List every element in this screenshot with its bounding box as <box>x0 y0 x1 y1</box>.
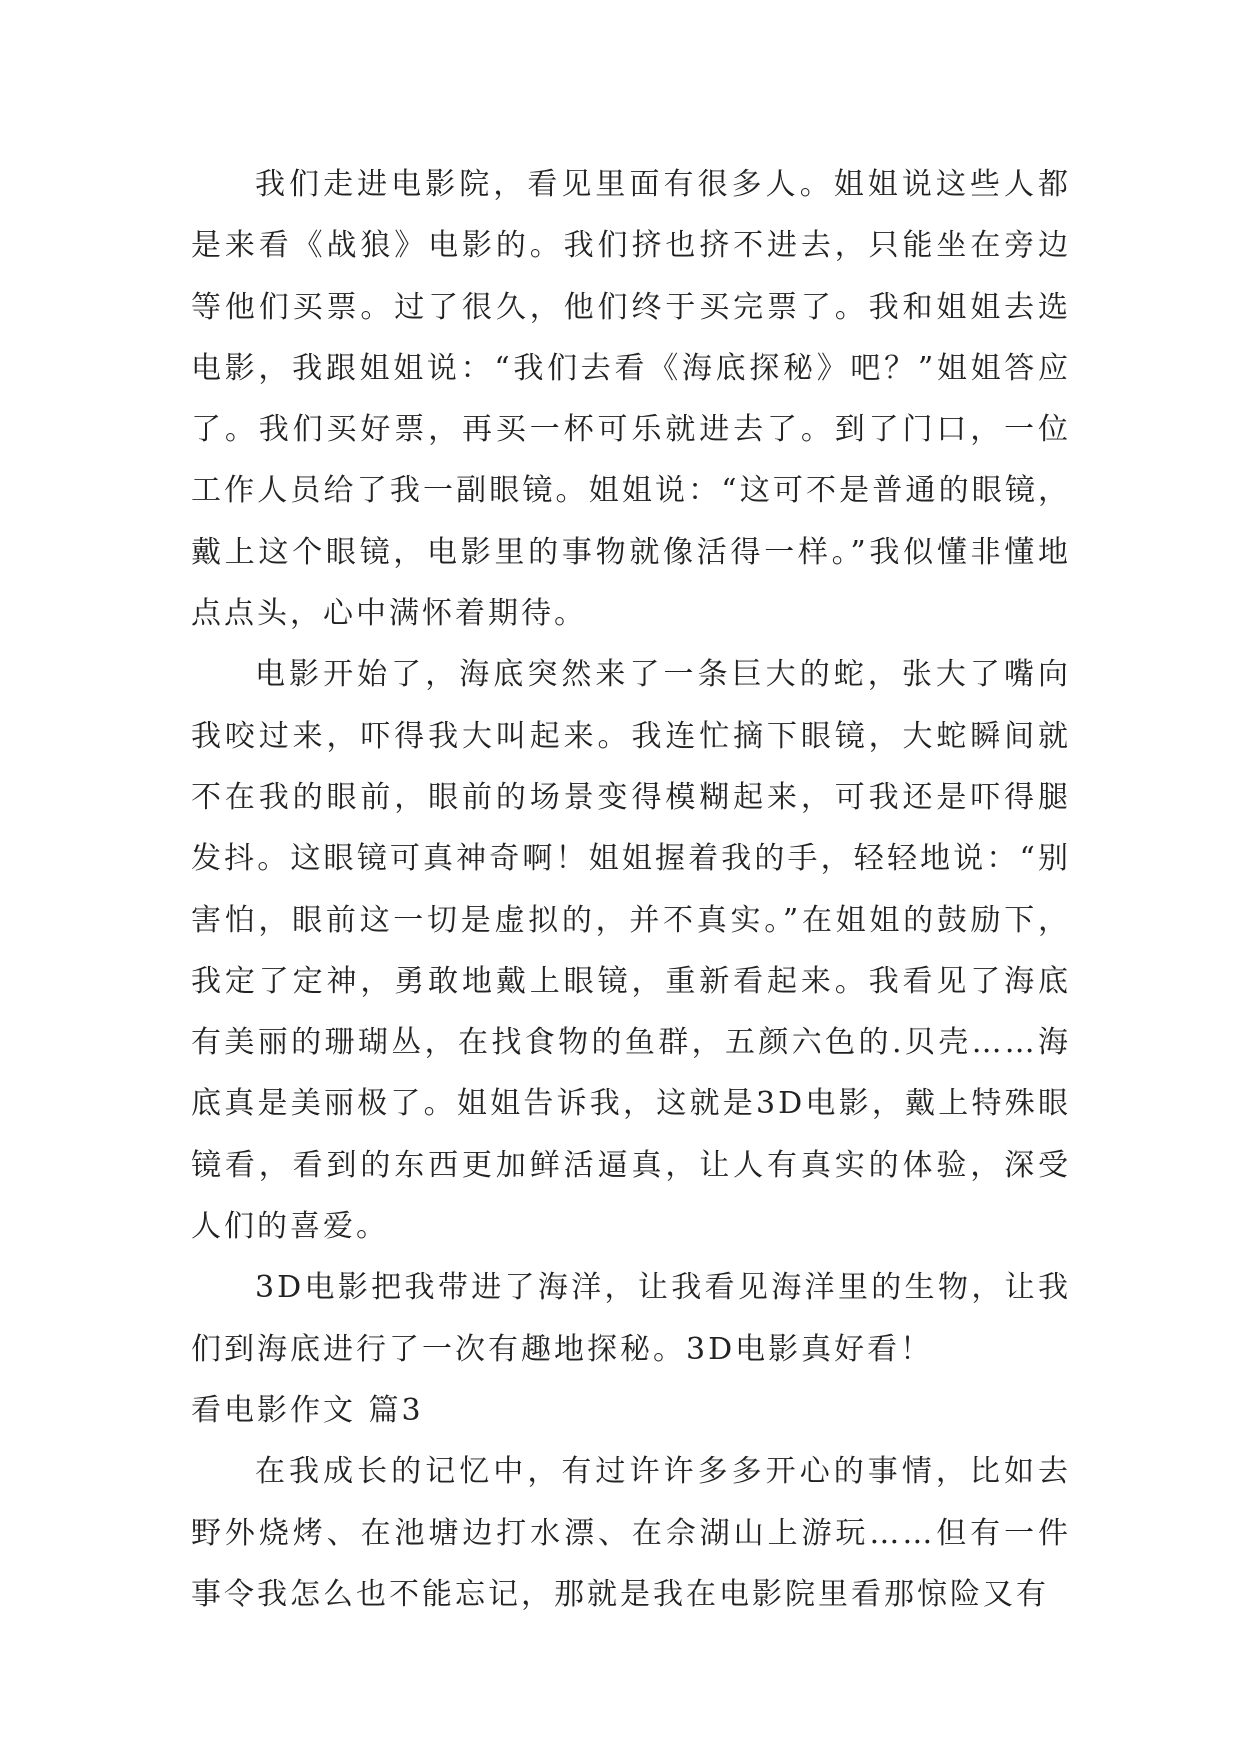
paragraph-1: 我们走进电影院，看见里面有很多人。姐姐说这些人都是来看《战狼》电影的。我们挤也挤不进去，只能坐在旁边等他们买票。过了很久，他们终于买完票了。我和姐姐去选电影，我跟姐姐说：“我们去看《海底探秘》吧？”姐姐答应了。我们买好票，再买一杯可乐就进去了。到了门口，一位工作人员给了我一副眼镜。姐姐说：“这可不是普通的眼镜，戴上这个眼镜，电影里的事物就像活得一样。”我似懂非懂地点点头，心中满怀着期待。 <box>191 167 1071 632</box>
paragraph-2: 电影开始了，海底突然来了一条巨大的蛇，张大了嘴向我咬过来，吓得我大叫起来。我连忙摘下眼镜，大蛇瞬间就不在我的眼前，眼前的场景变得模糊起来，可我还是吓得腿发抖。这眼镜可真神奇啊！姐姐握着我的手，轻轻地说：“别害怕，眼前这一切是虚拟的，并不真实。”在姐姐的鼓励下，我定了定神，勇敢地戴上眼镜，重新看起来。我看见了海底有美丽的珊瑚丛，在找食物的鱼群，五颜六色的.贝壳……海底真是美丽极了。姐姐告诉我，这就是3D电影，戴上特殊眼镜看，看到的东西更加鲜活逼真，让人有真实的体验，深受人们的喜爱。 <box>191 657 1071 1245</box>
paragraph-3: 3D电影把我带进了海洋，让我看见海洋里的生物，让我们到海底进行了一次有趣地探秘。3D电影真好看！ <box>191 1270 1071 1367</box>
section-paragraph: 在我成长的记忆中，有过许许多多开心的事情，比如去野外烧烤、在池塘边打水漂、在佘湖山上游玩……但有一件事令我怎么也不能忘记，那就是我在电影院里看那惊险又有 <box>191 1454 1071 1612</box>
section-heading: 看电影作文 篇3 <box>191 1392 424 1428</box>
document-body <box>191 154 1071 1625</box>
